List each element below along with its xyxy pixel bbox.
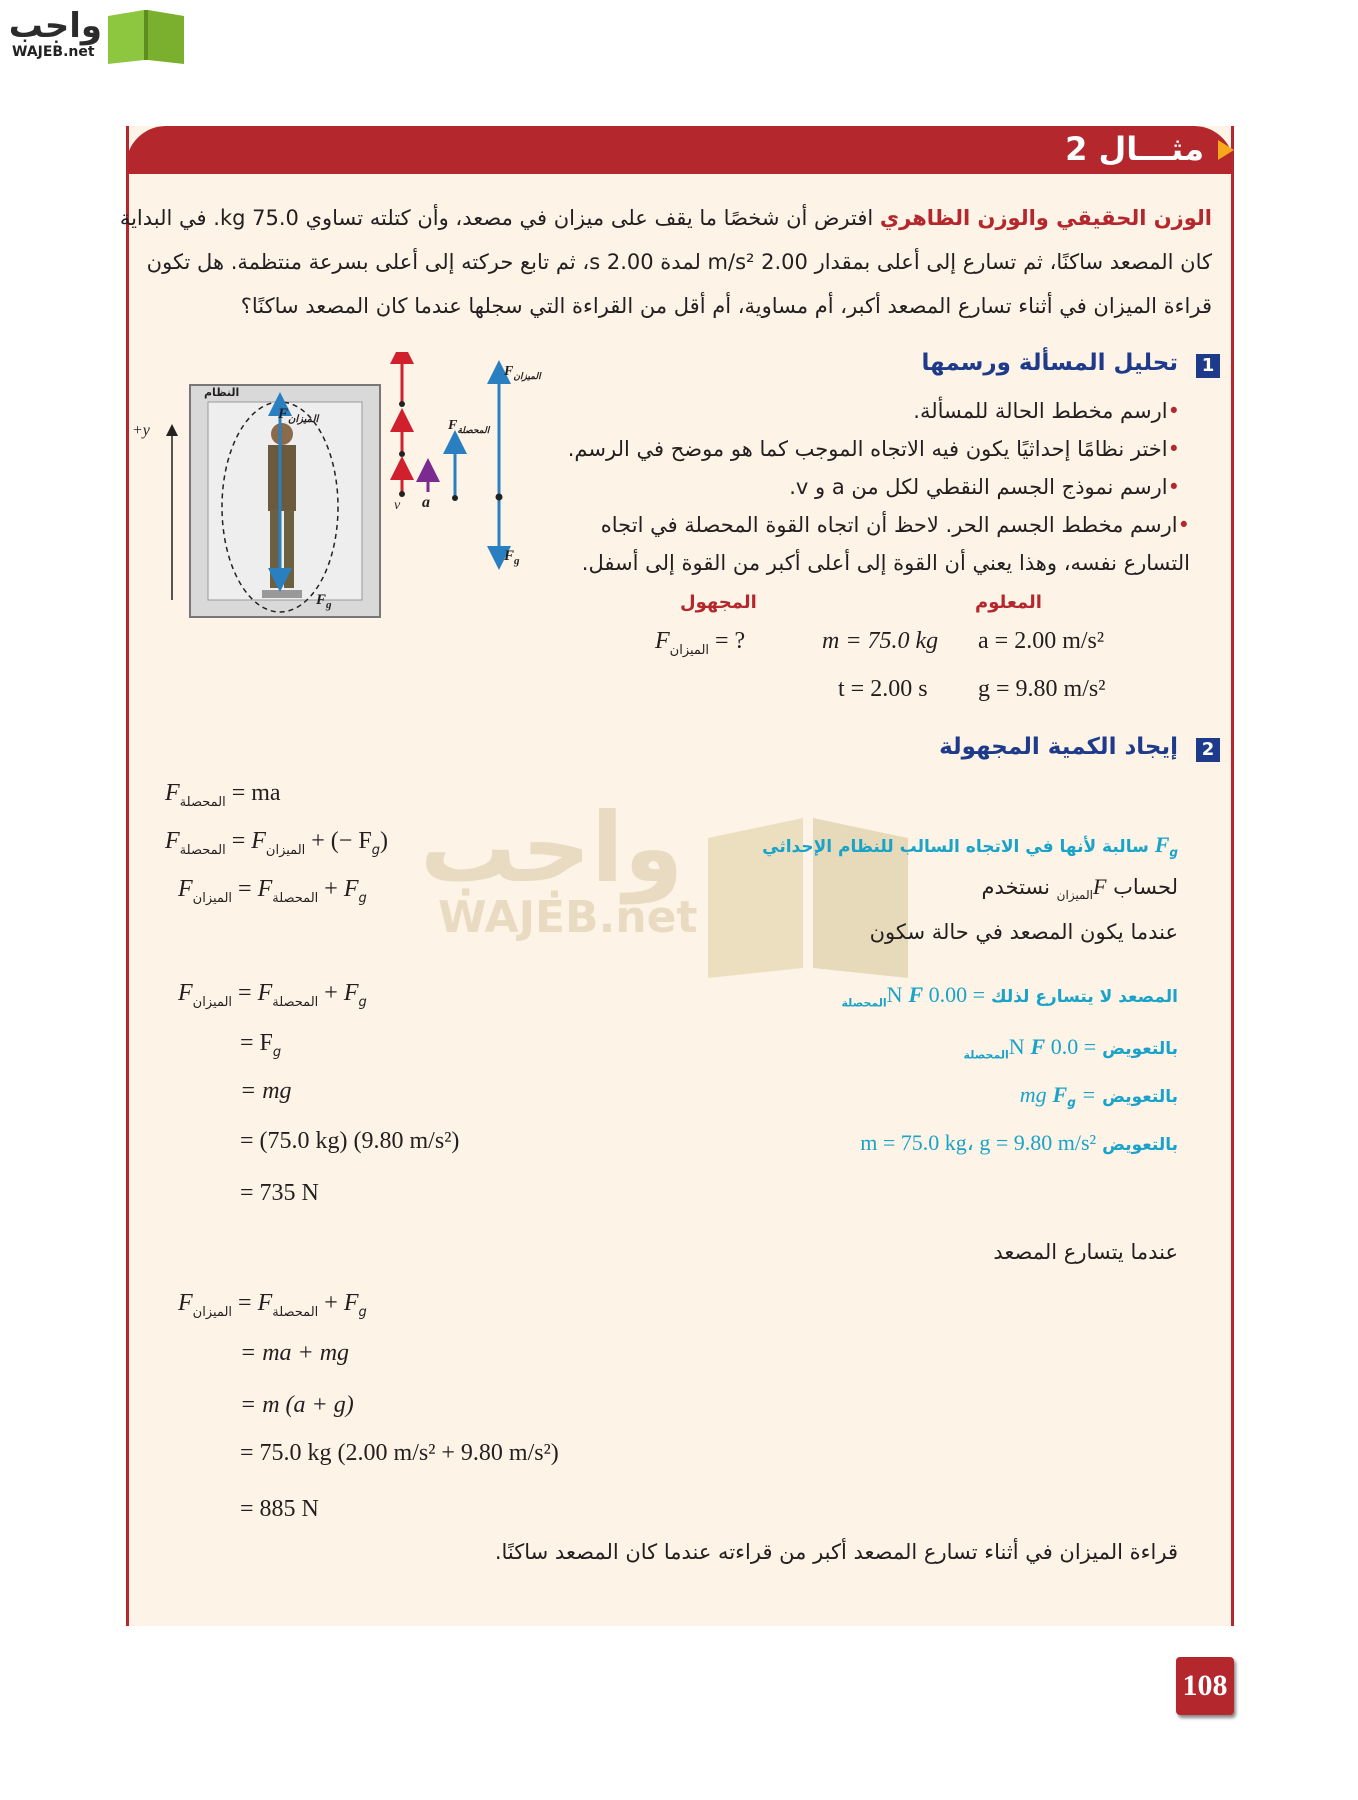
cyan-note-4: بالتعويض m = 75.0 kg، g = 9.80 m/s² bbox=[860, 1130, 1178, 1155]
label-v: v bbox=[394, 498, 401, 513]
intro-lead: الوزن الحقيقي والوزن الظاهري bbox=[879, 206, 1212, 230]
cyan-note-2: بالتعويض = 0.0 N $F_{المحصلة}$ bbox=[963, 1034, 1178, 1062]
unknown-value: $F_{الميزان}$ = ? bbox=[655, 628, 746, 658]
label-f-scale: $F_{الميزان}$ bbox=[504, 364, 541, 381]
note-fg-negative: $F_g$ سالبة لأنها في الاتجاه السالب للنظام الإحداثي bbox=[762, 832, 1178, 860]
eq-rest-3: = mg bbox=[240, 1078, 292, 1104]
note-calc: لحساب $F_{الميزان}$ نستخدم bbox=[981, 874, 1178, 903]
label-plus-y: +y bbox=[132, 422, 150, 439]
cyan-note-1: المصعد لا يتسارع لذلك = 0.00 N $F_{المحصلة}$ bbox=[841, 982, 1178, 1010]
known-m: m = 75.0 kg bbox=[822, 628, 939, 654]
label-fg: $F_g$ bbox=[504, 548, 520, 567]
eq-rest-2: = $F_g$ bbox=[240, 1030, 282, 1060]
eq-net-sum: $F_{المحصلة} = F_{الميزان}$ + (− $F_g$) bbox=[165, 828, 388, 858]
intro-line2: كان المصعد ساكنًا، ثم تسارع إلى أعلى بمقدار 2.00 m/s² لمدة 2.00 s، ثم تابع حركته إلى أعلى بسرعة منتظمة. هل تكون bbox=[146, 250, 1212, 274]
bullet-item: •ارسم مخطط الجسم الحر. لاحظ أن اتجاه القوة المحصلة في اتجاه التسارع نفسه، وهذا يعني أن القوة إلى أعلى أكبر من القوة إلى أسفل. bbox=[581, 513, 1190, 575]
example-header bbox=[126, 126, 1234, 174]
eq-accel-1: $F_{الميزان} = F_{المحصلة} + F_g$ bbox=[178, 1290, 367, 1320]
section1-bullets bbox=[567, 392, 1190, 582]
eq-accel-5: = 885 N bbox=[240, 1496, 319, 1522]
section2-title: إيجاد الكمية المجهولة bbox=[939, 734, 1178, 760]
known-g: g = 9.80 m/s² bbox=[978, 676, 1106, 702]
conclusion: قراءة الميزان في أثناء تسارع المصعد أكبر من قراءته عندما كان المصعد ساكنًا. bbox=[494, 1540, 1178, 1564]
bullet-item: •ارسم مخطط الحالة للمسألة. bbox=[913, 399, 1180, 423]
known-t: t = 2.00 s bbox=[838, 676, 928, 702]
section1-number: 1 bbox=[1196, 354, 1220, 378]
logo-latin: WAJEB.net bbox=[12, 44, 95, 60]
eq-rest-4: = (75.0 kg) (9.80 m/s²) bbox=[240, 1128, 460, 1154]
logo-arabic: واجب bbox=[8, 6, 102, 46]
watermark-latin: WAJEB.net bbox=[438, 892, 698, 943]
watermark bbox=[420, 792, 698, 943]
eq-net-ma: $F_{المحصلة}$ = ma bbox=[165, 780, 281, 810]
bullet-item: •ارسم نموذج الجسم النقطي لكل من a و v. bbox=[789, 475, 1180, 499]
eq-scale-sum: $F_{الميزان} = F_{المحصلة} + F_g$ bbox=[178, 876, 367, 906]
open-book-icon bbox=[104, 6, 188, 68]
unknown-label: المجهول bbox=[680, 592, 757, 613]
example-title: مثـــال 2 bbox=[1065, 130, 1204, 168]
intro-paragraph bbox=[119, 196, 1212, 328]
note-rest: عندما يكون المصعد في حالة سكون bbox=[869, 920, 1178, 944]
eq-accel-3: = m (a + g) bbox=[240, 1392, 354, 1418]
elevator-figure bbox=[130, 352, 550, 622]
cyan-note-3: بالتعويض = mg $F_g$ bbox=[1019, 1082, 1178, 1110]
section2-number: 2 bbox=[1196, 738, 1220, 762]
eq-rest-1: $F_{الميزان} = F_{المحصلة} + F_g$ bbox=[178, 980, 367, 1010]
label-f-scale-inner: $F_{الميزان}$ bbox=[278, 406, 319, 425]
label-system: النظام bbox=[204, 386, 240, 399]
label-fg-inner: $F_g$ bbox=[316, 592, 332, 611]
site-logo[interactable] bbox=[8, 6, 102, 60]
header-arrow-icon bbox=[1218, 140, 1234, 160]
known-a: a = 2.00 m/s² bbox=[978, 628, 1105, 654]
known-label: المعلوم bbox=[975, 592, 1042, 613]
intro-line3: قراءة الميزان في أثناء تسارع المصعد أكبر، أم مساوية، أم أقل من القراءة التي سجلها عندما كان المصعد ساكنًا؟ bbox=[240, 294, 1212, 318]
label-a: a bbox=[422, 494, 430, 511]
eq-accel-2: = ma + mg bbox=[240, 1340, 350, 1366]
section1-title: تحليل المسألة ورسمها bbox=[921, 350, 1178, 376]
eq-accel-4: = 75.0 kg (2.00 m/s² + 9.80 m/s²) bbox=[240, 1440, 559, 1466]
label-f-net: $F_{المحصلة}$ bbox=[448, 418, 490, 435]
accel-heading: عندما يتسارع المصعد bbox=[993, 1240, 1178, 1264]
eq-rest-5: = 735 N bbox=[240, 1180, 319, 1206]
bullet-item: •اختر نظامًا إحداثيًا يكون فيه الاتجاه الموجب كما هو موضح في الرسم. bbox=[567, 437, 1180, 461]
intro-line1: افترض أن شخصًا ما يقف على ميزان في مصعد، وأن كتلته تساوي 75.0 kg. في البداية bbox=[119, 206, 874, 230]
page-number: 108 bbox=[1176, 1657, 1234, 1715]
watermark-arabic: واجب bbox=[420, 792, 684, 904]
